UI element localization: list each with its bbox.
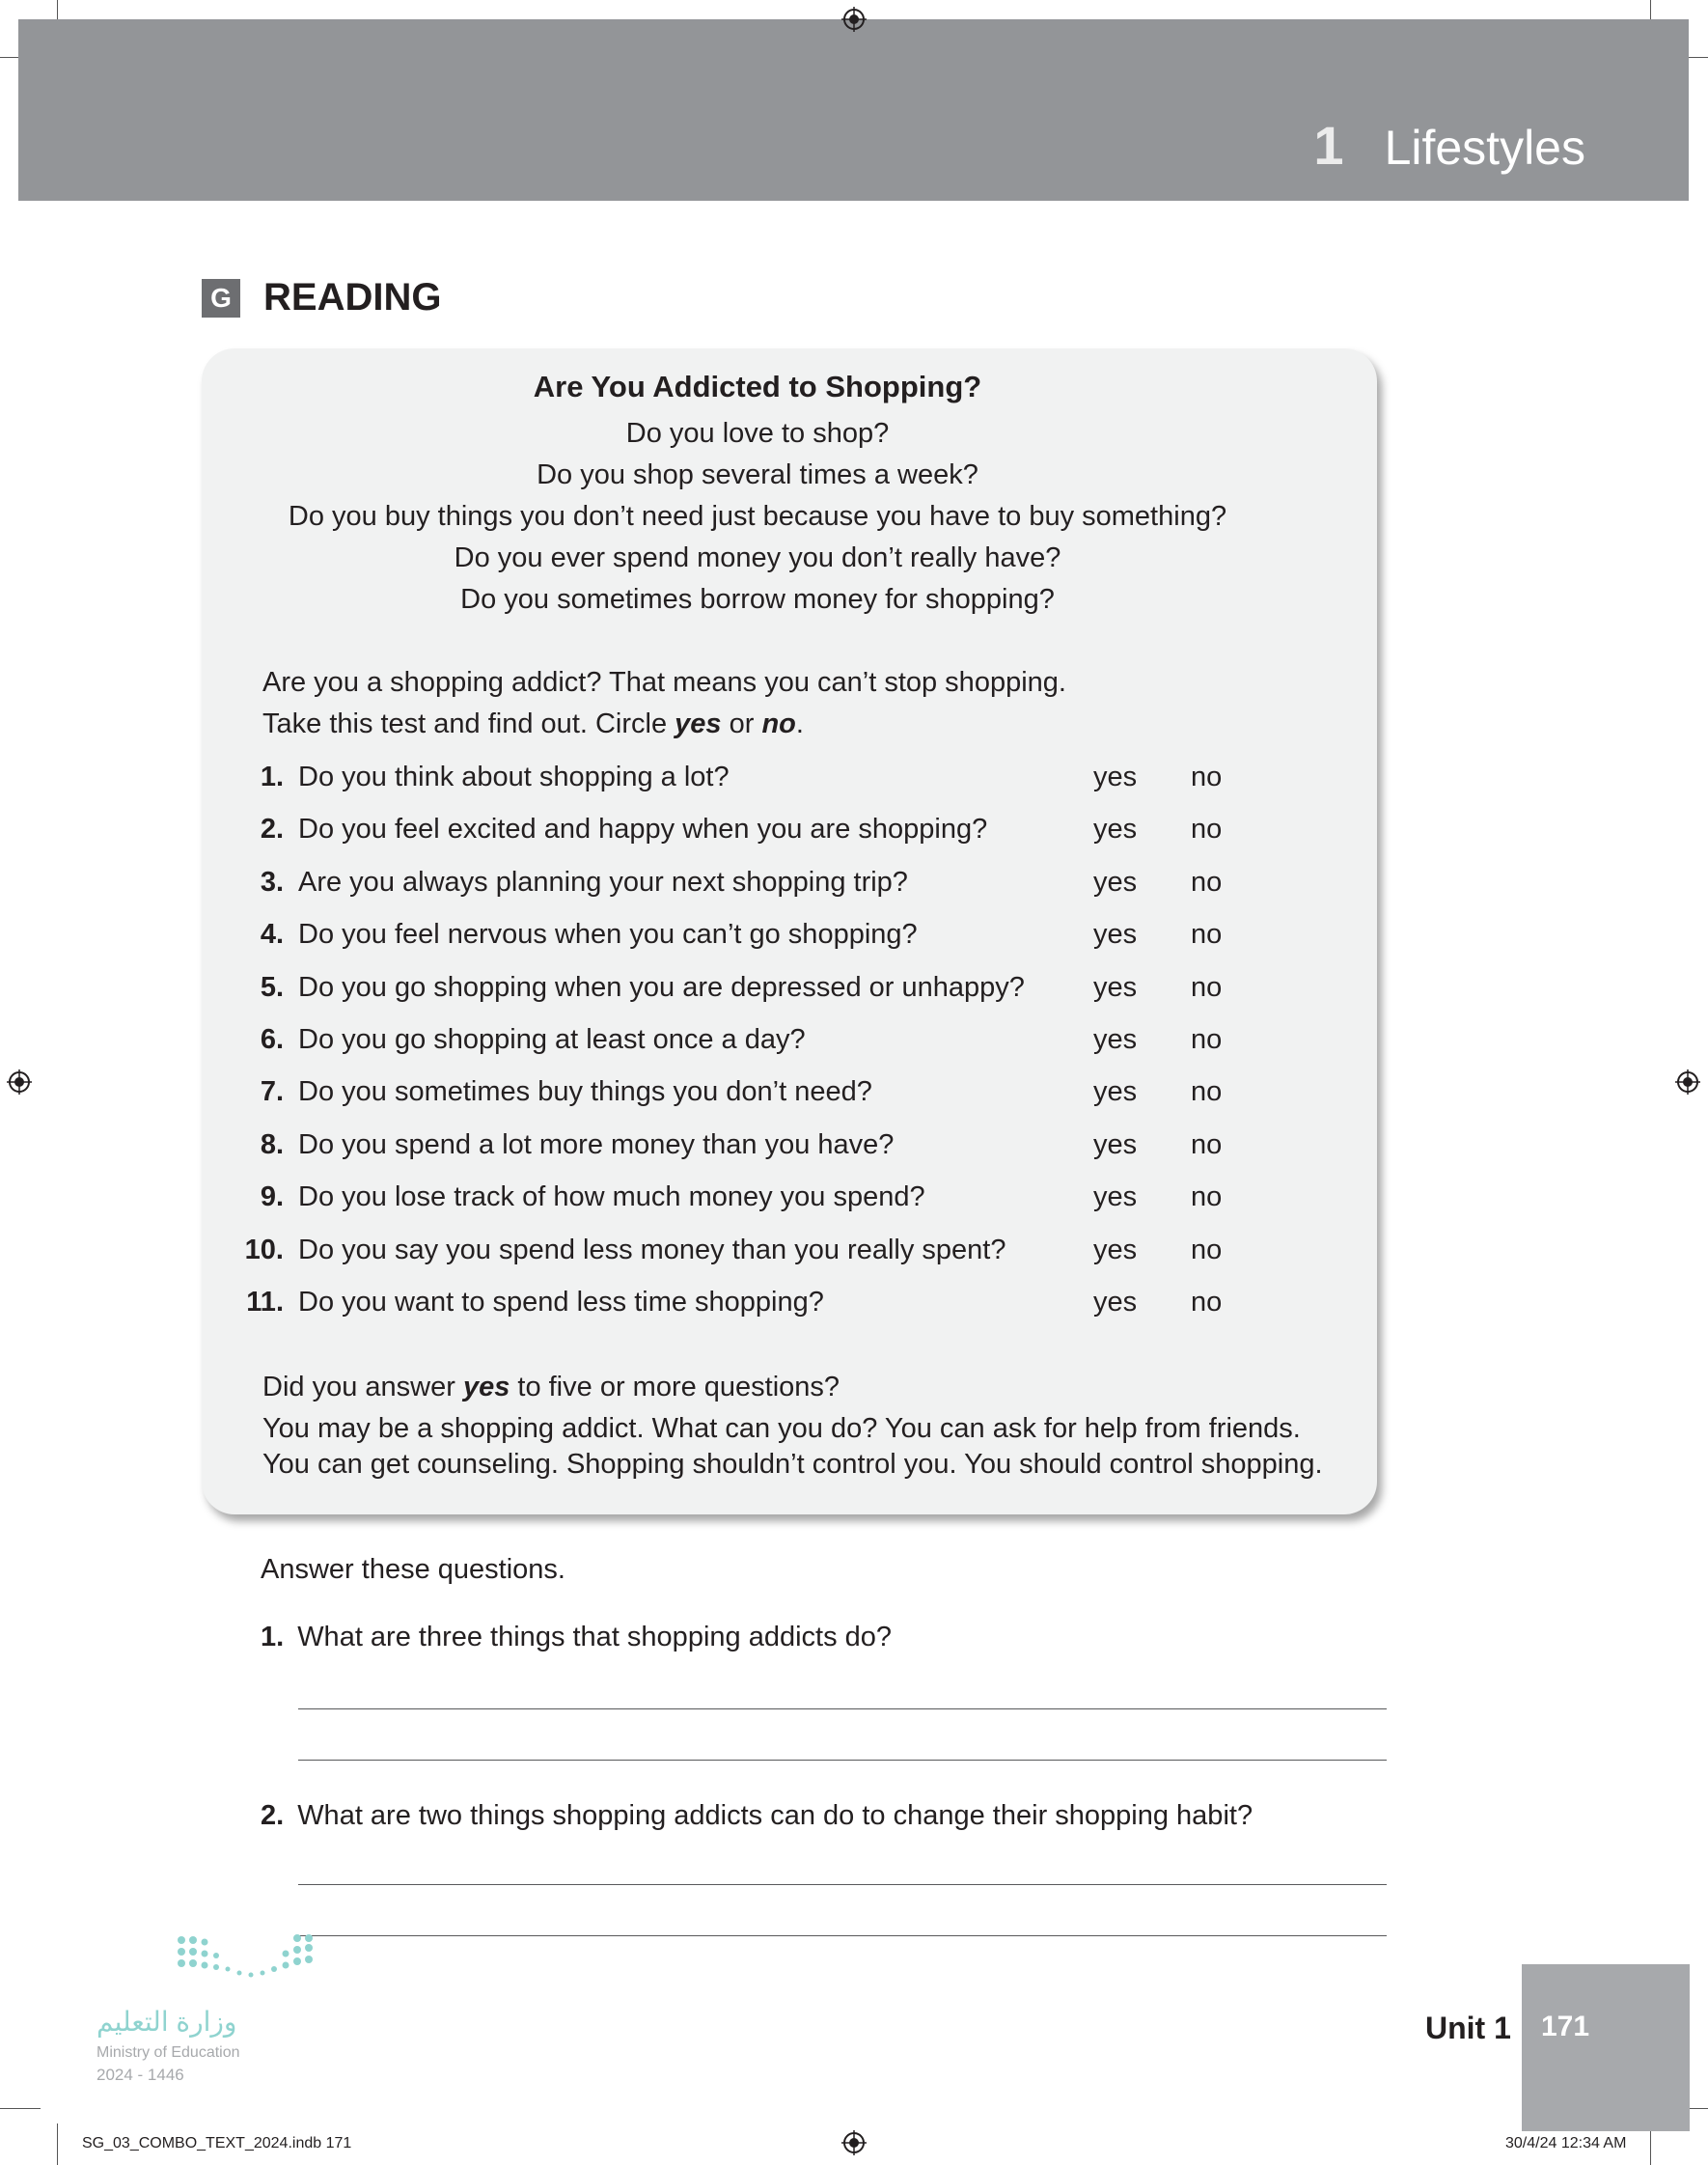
lead-paragraph-line: Are you a shopping addict? That means you can’t stop shopping. (262, 667, 1066, 698)
answer-line[interactable] (298, 1935, 1387, 1936)
intro-question: Do you sometimes borrow money for shopping? (460, 584, 1055, 615)
section-letter-badge: G (202, 279, 240, 318)
question-text: Do you think about shopping a lot? (298, 762, 730, 792)
lead-paragraph-line (262, 708, 804, 740)
no-option[interactable]: no (1191, 814, 1223, 845)
closing-yes: yes (462, 1372, 510, 1402)
yes-option[interactable]: yes (1093, 1235, 1138, 1265)
question-text: What are two things shopping addicts can do to change their shopping habit? (297, 1800, 1253, 1831)
answer-line[interactable] (298, 1760, 1387, 1761)
no-option[interactable]: no (1191, 919, 1223, 950)
question-text: Do you say you spend less money than you really spent? (298, 1235, 1006, 1265)
yes-option[interactable]: yes (1093, 1287, 1138, 1318)
crop-mark (57, 2123, 58, 2165)
question-number: 11. (246, 1287, 284, 1318)
quiz-question-row (0, 1024, 1708, 1063)
question-number: 3. (260, 867, 284, 898)
ministry-logo (96, 1930, 347, 2085)
question-number: 6. (260, 1024, 284, 1055)
question-number: 10. (244, 1235, 284, 1265)
yes-option[interactable]: yes (1093, 1024, 1138, 1055)
lead-text: Take this test and find out. Circle (262, 708, 675, 739)
page-number-box (1522, 1964, 1690, 2131)
yes-option[interactable]: yes (1093, 762, 1138, 792)
question-text: Do you sometimes buy things you don’t need? (298, 1076, 872, 1107)
no-option[interactable]: no (1191, 972, 1223, 1003)
no-option[interactable]: no (1191, 1287, 1223, 1318)
unit-heading (1313, 114, 1585, 177)
closing-line (262, 1372, 840, 1403)
question-number: 1. (260, 762, 284, 792)
quiz-question-row (0, 762, 1708, 800)
quiz-question-row (0, 1287, 1708, 1325)
question-text: Do you feel excited and happy when you are shopping? (298, 814, 988, 845)
intro-question: Do you shop several times a week? (537, 459, 978, 490)
exercise-question (261, 1622, 892, 1653)
closing-line: You can get counseling. Shopping shouldn’t control you. You should control shopping. (262, 1449, 1323, 1480)
intro-question: Do you love to shop? (625, 418, 890, 449)
registration-mark-icon (841, 2130, 867, 2155)
logo-year-text: 2024 - 1446 (96, 2066, 184, 2084)
quiz-question-row (0, 1076, 1708, 1115)
yes-option[interactable]: yes (1093, 867, 1138, 898)
lead-no: no (761, 708, 796, 739)
question-number: 2. (261, 1800, 285, 1831)
section-heading (202, 276, 441, 319)
logo-english-text: Ministry of Education (96, 2044, 240, 2061)
intro-question: Do you ever spend money you don’t really have? (454, 542, 1061, 573)
question-number: 9. (260, 1181, 284, 1212)
unit-title: Lifestyles (1384, 121, 1585, 175)
question-number: 7. (260, 1076, 284, 1107)
closing-line: You may be a shopping addict. What can you do? You can ask for help from friends. (262, 1413, 1301, 1444)
unit-number: 1 (1313, 115, 1344, 176)
page-number: 171 (1541, 2011, 1590, 2042)
crop-mark (0, 2108, 41, 2109)
print-slug-date: 30/4/24 12:34 AM (1505, 2135, 1627, 2151)
lead-end: . (795, 708, 804, 739)
question-text: What are three things that shopping addicts do? (297, 1622, 893, 1652)
question-text: Do you want to spend less time shopping? (298, 1287, 824, 1318)
answer-line[interactable] (298, 1884, 1387, 1885)
print-slug-file: SG_03_COMBO_TEXT_2024.indb 171 (82, 2135, 352, 2151)
question-text: Do you feel nervous when you can’t go shopping? (298, 919, 918, 950)
question-text: Do you go shopping when you are depressed or unhappy? (298, 972, 1025, 1003)
lead-yes: yes (675, 708, 722, 739)
no-option[interactable]: no (1191, 1076, 1223, 1107)
no-option[interactable]: no (1191, 867, 1223, 898)
registration-mark-icon (841, 7, 867, 32)
quiz-question-row (0, 1129, 1708, 1168)
question-number: 5. (260, 972, 284, 1003)
no-option[interactable]: no (1191, 1024, 1223, 1055)
logo-arabic-text: وزارة التعليم (96, 2007, 237, 2037)
exercise-question (261, 1800, 1253, 1832)
closing-text: Did you answer (262, 1372, 463, 1402)
question-text: Are you always planning your next shopping trip? (298, 867, 908, 898)
quiz-question-row (0, 972, 1708, 1011)
question-number: 8. (260, 1129, 284, 1160)
quiz-question-row (0, 814, 1708, 852)
closing-text: to five or more questions? (510, 1372, 840, 1402)
lead-or: or (721, 708, 762, 739)
quiz-question-row (0, 867, 1708, 905)
question-number: 2. (260, 814, 284, 845)
no-option[interactable]: no (1191, 762, 1223, 792)
no-option[interactable]: no (1191, 1181, 1223, 1212)
question-text: Do you lose track of how much money you spend? (298, 1181, 925, 1212)
question-text: Do you spend a lot more money than you have? (298, 1129, 895, 1160)
yes-option[interactable]: yes (1093, 814, 1138, 845)
no-option[interactable]: no (1191, 1235, 1223, 1265)
yes-option[interactable]: yes (1093, 1181, 1138, 1212)
yes-option[interactable]: yes (1093, 972, 1138, 1003)
quiz-question-row (0, 1181, 1708, 1220)
exercise-instruction: Answer these questions. (261, 1554, 565, 1585)
question-number: 4. (260, 919, 284, 950)
yes-option[interactable]: yes (1093, 919, 1138, 950)
quiz-question-row (0, 1235, 1708, 1273)
footer-unit-label: Unit 1 (1425, 2011, 1511, 2045)
yes-option[interactable]: yes (1093, 1076, 1138, 1107)
quiz-question-row (0, 919, 1708, 958)
logo-dots-icon (174, 1930, 425, 1998)
question-number: 1. (261, 1622, 285, 1652)
yes-option[interactable]: yes (1093, 1129, 1138, 1160)
intro-question: Do you buy things you don’t need just because you have to buy something? (288, 501, 1227, 532)
question-text: Do you go shopping at least once a day? (298, 1024, 806, 1055)
no-option[interactable]: no (1191, 1129, 1223, 1160)
answer-line[interactable] (298, 1708, 1387, 1709)
section-title: READING (263, 276, 442, 319)
quiz-title: Are You Addicted to Shopping? (533, 370, 982, 403)
